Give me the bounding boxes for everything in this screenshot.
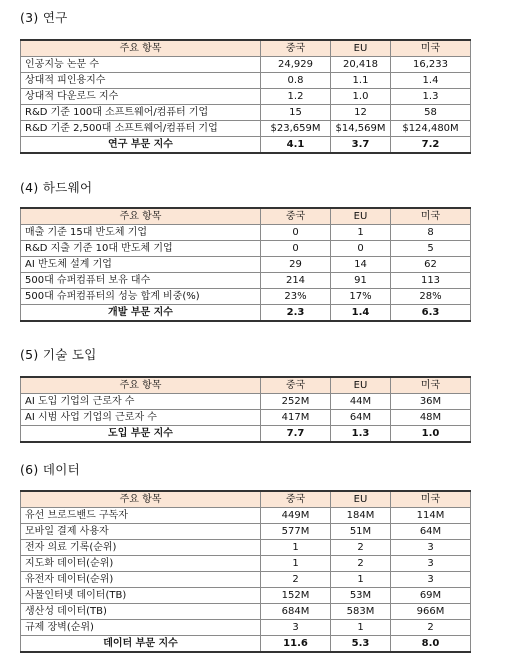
row-label: 유전자 데이터(순위) — [21, 572, 261, 588]
china-value: 29 — [261, 257, 331, 273]
table-row — [21, 273, 471, 289]
row-label: 규제 장벽(순위) — [21, 620, 261, 636]
row-label: R&D 기준 2,500대 소프트웨어/컴퓨터 기업 — [21, 121, 261, 137]
row-label: AI 시범 사업 기업의 근로자 수 — [21, 410, 261, 426]
eu-value: 1.1 — [331, 73, 391, 89]
table-row — [21, 241, 471, 257]
total-label: 데이터 부문 지수 — [21, 636, 261, 653]
usa-value: 16,233 — [391, 57, 471, 73]
china-value: 15 — [261, 105, 331, 121]
eu-value: 184M — [331, 508, 391, 524]
usa-total: 8.0 — [391, 636, 471, 653]
usa-value: 28% — [391, 289, 471, 305]
china-value: 0 — [261, 241, 331, 257]
header-eu: EU — [331, 208, 391, 225]
header-usa: 미국 — [391, 208, 471, 225]
usa-value: 8 — [391, 225, 471, 241]
usa-value: 64M — [391, 524, 471, 540]
row-label: 500대 슈퍼컴퓨터의 성능 합계 비중(%) — [21, 289, 261, 305]
china-value: 3 — [261, 620, 331, 636]
header-eu: EU — [331, 40, 391, 57]
china-value: 0 — [261, 225, 331, 241]
table-total-row — [21, 305, 471, 322]
row-label: 상대적 다운로드 지수 — [21, 89, 261, 105]
header-item: 주요 항목 — [21, 377, 261, 394]
china-value: 1.2 — [261, 89, 331, 105]
row-label: R&D 기준 100대 소프트웨어/컴퓨터 기업 — [21, 105, 261, 121]
row-label: 500대 슈퍼컴퓨터 보유 대수 — [21, 273, 261, 289]
total-label: 개발 부문 지수 — [21, 305, 261, 322]
usa-value: 48M — [391, 410, 471, 426]
table-total-row — [21, 137, 471, 154]
research-table — [20, 39, 471, 154]
header-item: 주요 항목 — [21, 208, 261, 225]
table-row — [21, 620, 471, 636]
china-value: $23,659M — [261, 121, 331, 137]
header-usa: 미국 — [391, 491, 471, 508]
eu-value: 64M — [331, 410, 391, 426]
table-row — [21, 556, 471, 572]
eu-value: 44M — [331, 394, 391, 410]
china-value: 2 — [261, 572, 331, 588]
china-total: 7.7 — [261, 426, 331, 443]
row-label: 유선 브로드밴드 구독자 — [21, 508, 261, 524]
table-total-row — [21, 636, 471, 653]
data-table — [20, 490, 471, 653]
table-row — [21, 57, 471, 73]
adoption-table — [20, 376, 471, 443]
table-row — [21, 257, 471, 273]
section-title-adoption: (5) 기술 도입 — [20, 347, 97, 362]
table-header-row — [21, 208, 471, 225]
china-total: 11.6 — [261, 636, 331, 653]
eu-value: 14 — [331, 257, 391, 273]
usa-total: 1.0 — [391, 426, 471, 443]
usa-value: 3 — [391, 540, 471, 556]
hardware-table — [20, 207, 471, 322]
header-item: 주요 항목 — [21, 40, 261, 57]
eu-value: 1 — [331, 620, 391, 636]
eu-value: 17% — [331, 289, 391, 305]
row-label: 생산성 데이터(TB) — [21, 604, 261, 620]
usa-total: 6.3 — [391, 305, 471, 322]
eu-value: 583M — [331, 604, 391, 620]
header-eu: EU — [331, 491, 391, 508]
usa-value: 1.4 — [391, 73, 471, 89]
table-row — [21, 73, 471, 89]
china-value: 252M — [261, 394, 331, 410]
table-row — [21, 524, 471, 540]
usa-value: 966M — [391, 604, 471, 620]
table-row — [21, 588, 471, 604]
usa-value: 1.3 — [391, 89, 471, 105]
table-header-row — [21, 491, 471, 508]
row-label: 상대적 피인용지수 — [21, 73, 261, 89]
header-china: 중국 — [261, 40, 331, 57]
section-title-data: (6) 데이터 — [20, 462, 81, 477]
usa-value: 114M — [391, 508, 471, 524]
eu-value: 91 — [331, 273, 391, 289]
row-label: 모바일 결제 사용자 — [21, 524, 261, 540]
china-total: 2.3 — [261, 305, 331, 322]
header-eu: EU — [331, 377, 391, 394]
usa-value: 69M — [391, 588, 471, 604]
table-header-row — [21, 40, 471, 57]
table-row — [21, 89, 471, 105]
row-label: 인공지능 논문 수 — [21, 57, 261, 73]
row-label: AI 도입 기업의 근로자 수 — [21, 394, 261, 410]
usa-total: 7.2 — [391, 137, 471, 154]
table-row — [21, 572, 471, 588]
total-label: 연구 부문 지수 — [21, 137, 261, 154]
usa-value: 62 — [391, 257, 471, 273]
eu-value: 1.0 — [331, 89, 391, 105]
table-row — [21, 121, 471, 137]
header-china: 중국 — [261, 491, 331, 508]
usa-value: 113 — [391, 273, 471, 289]
usa-value: 36M — [391, 394, 471, 410]
row-label: AI 반도체 설계 기업 — [21, 257, 261, 273]
china-value: 152M — [261, 588, 331, 604]
header-china: 중국 — [261, 377, 331, 394]
table-row — [21, 289, 471, 305]
usa-value: 58 — [391, 105, 471, 121]
total-label: 도입 부문 지수 — [21, 426, 261, 443]
eu-value: 51M — [331, 524, 391, 540]
china-value: 214 — [261, 273, 331, 289]
table-row — [21, 105, 471, 121]
china-value: 1 — [261, 556, 331, 572]
china-value: 0.8 — [261, 73, 331, 89]
usa-value: $124,480M — [391, 121, 471, 137]
table-row — [21, 225, 471, 241]
table-row — [21, 604, 471, 620]
china-value: 449M — [261, 508, 331, 524]
china-total: 4.1 — [261, 137, 331, 154]
row-label: 지도화 데이터(순위) — [21, 556, 261, 572]
table-row — [21, 508, 471, 524]
section-title-hardware: (4) 하드웨어 — [20, 180, 93, 195]
table-row — [21, 394, 471, 410]
eu-value: 0 — [331, 241, 391, 257]
header-usa: 미국 — [391, 40, 471, 57]
eu-total: 1.3 — [331, 426, 391, 443]
table-total-row — [21, 426, 471, 443]
china-value: 23% — [261, 289, 331, 305]
eu-value: 20,418 — [331, 57, 391, 73]
row-label: 매출 기준 15대 반도체 기업 — [21, 225, 261, 241]
eu-value: 12 — [331, 105, 391, 121]
eu-total: 3.7 — [331, 137, 391, 154]
china-value: 417M — [261, 410, 331, 426]
usa-value: 3 — [391, 572, 471, 588]
table-row — [21, 410, 471, 426]
row-label: R&D 지출 기준 10대 반도체 기업 — [21, 241, 261, 257]
china-value: 1 — [261, 540, 331, 556]
row-label: 전자 의료 기록(순위) — [21, 540, 261, 556]
china-value: 577M — [261, 524, 331, 540]
table-header-row — [21, 377, 471, 394]
row-label: 사물인터넷 데이터(TB) — [21, 588, 261, 604]
usa-value: 3 — [391, 556, 471, 572]
header-item: 주요 항목 — [21, 491, 261, 508]
header-china: 중국 — [261, 208, 331, 225]
eu-value: 2 — [331, 540, 391, 556]
eu-value: 1 — [331, 572, 391, 588]
section-title-research: (3) 연구 — [20, 10, 68, 25]
eu-total: 5.3 — [331, 636, 391, 653]
eu-value: 1 — [331, 225, 391, 241]
usa-value: 2 — [391, 620, 471, 636]
china-value: 684M — [261, 604, 331, 620]
china-value: 24,929 — [261, 57, 331, 73]
table-row — [21, 540, 471, 556]
eu-total: 1.4 — [331, 305, 391, 322]
header-usa: 미국 — [391, 377, 471, 394]
eu-value: 2 — [331, 556, 391, 572]
usa-value: 5 — [391, 241, 471, 257]
eu-value: $14,569M — [331, 121, 391, 137]
eu-value: 53M — [331, 588, 391, 604]
